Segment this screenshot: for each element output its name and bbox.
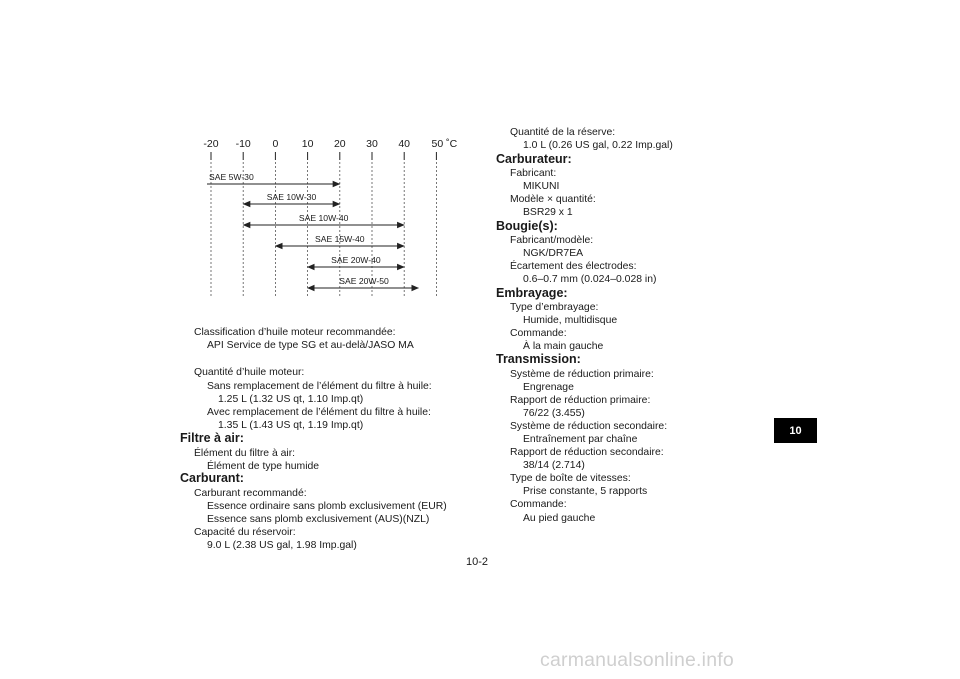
left-column <box>180 326 480 556</box>
section-tab: 10 <box>774 418 817 443</box>
air-filter-label: Élément du filtre à air: <box>194 448 296 459</box>
range-label: SAE 20W-40 <box>331 255 381 265</box>
primary-value: Engrenage <box>523 382 574 393</box>
watermark: carmanualsonline.info <box>540 649 734 671</box>
clutch-heading: Embrayage: <box>496 286 568 300</box>
range-label: SAE 15W-40 <box>315 234 365 244</box>
clutch-cmd-label: Commande: <box>510 328 567 339</box>
secondary-value: Entraînement par chaîne <box>523 434 638 445</box>
secondary-ratio-value: 38/14 (2.714) <box>523 460 585 471</box>
clutch-cmd-value: À la main gauche <box>523 341 604 352</box>
clutch-type-label: Type d’embrayage: <box>510 302 599 313</box>
fuel-value-2: Essence sans plomb exclusivement (AUS)(NZL) <box>207 514 430 525</box>
primary-ratio-label: Rapport de réduction primaire: <box>510 395 651 406</box>
tick-label: 20 <box>333 138 346 150</box>
air-filter-heading: Filtre à air: <box>180 431 244 445</box>
carb-maker-value: MIKUNI <box>523 181 560 192</box>
tank-label: Capacité du réservoir: <box>194 527 296 538</box>
tank-value: 9.0 L (2.38 US gal, 1.98 Imp.gal) <box>207 540 357 551</box>
gap-label: Écartement des électrodes: <box>510 261 637 272</box>
oil-qty-no-filter-label: Sans remplacement de l’élément du filtre à huile: <box>207 381 432 392</box>
range-label: SAE 10W-40 <box>298 213 349 223</box>
range-label: SAE 20W-50 <box>339 276 389 286</box>
carb-model-label: Modèle × quantité: <box>510 194 596 205</box>
oil-qty-with-filter-value: 1.35 L (1.43 US qt, 1.19 Imp.qt) <box>218 420 364 431</box>
transmission-heading: Transmission: <box>496 352 581 366</box>
primary-label: Système de réduction primaire: <box>510 369 654 380</box>
clutch-type-value: Humide, multidisque <box>523 315 618 326</box>
tick-label: -20 <box>203 138 219 150</box>
oil-viscosity-chart <box>196 132 471 300</box>
primary-ratio-value: 76/22 (3.455) <box>523 408 585 419</box>
carb-model-value: BSR29 x 1 <box>523 207 573 218</box>
tick-label: 10 <box>301 138 314 150</box>
fuel-value-1: Essence ordinaire sans plomb exclusivement (EUR) <box>207 501 447 512</box>
secondary-label: Système de réduction secondaire: <box>510 421 668 432</box>
tick-label: 50 ˚C <box>431 138 458 150</box>
secondary-ratio-label: Rapport de réduction secondaire: <box>510 447 664 458</box>
right-column <box>496 126 736 536</box>
gearbox-value: Prise constante, 5 rapports <box>523 486 648 497</box>
plug-label: Fabricant/modèle: <box>510 235 594 246</box>
tick-label: -10 <box>235 138 251 150</box>
oil-class-value: API Service de type SG et au-delà/JASO MA <box>207 340 414 351</box>
carb-heading: Carburateur: <box>496 152 572 166</box>
range-label: SAE 10W-30 <box>266 192 317 202</box>
air-filter-value: Élément de type humide <box>207 461 320 472</box>
tick-label: 0 <box>272 138 279 150</box>
gearbox-label: Type de boîte de vitesses: <box>510 473 631 484</box>
fuel-label: Carburant recommandé: <box>194 488 307 499</box>
reserve-label: Quantité de la réserve: <box>510 127 616 138</box>
oil-qty-no-filter-value: 1.25 L (1.32 US qt, 1.10 Imp.qt) <box>218 394 364 405</box>
carb-maker-label: Fabricant: <box>510 168 557 179</box>
reserve-value: 1.0 L (0.26 US gal, 0.22 Imp.gal) <box>523 140 673 151</box>
gap-value: 0.6–0.7 mm (0.024–0.028 in) <box>523 274 657 285</box>
oil-qty-label: Quantité d’huile moteur: <box>194 367 305 378</box>
shift-value: Au pied gauche <box>523 513 596 524</box>
page-number: 10-2 <box>466 556 489 568</box>
shift-label: Commande: <box>510 499 567 510</box>
range-label: SAE 5W-30 <box>209 172 254 182</box>
tick-label: 40 <box>398 138 411 150</box>
fuel-heading: Carburant: <box>180 471 244 485</box>
oil-qty-with-filter-label: Avec remplacement de l’élément du filtre à huile: <box>207 407 431 418</box>
plug-value: NGK/DR7EA <box>523 248 584 259</box>
oil-class-label: Classification d’huile moteur recommandée: <box>194 327 396 338</box>
tick-label: 30 <box>366 138 378 150</box>
plug-heading: Bougie(s): <box>496 219 558 233</box>
